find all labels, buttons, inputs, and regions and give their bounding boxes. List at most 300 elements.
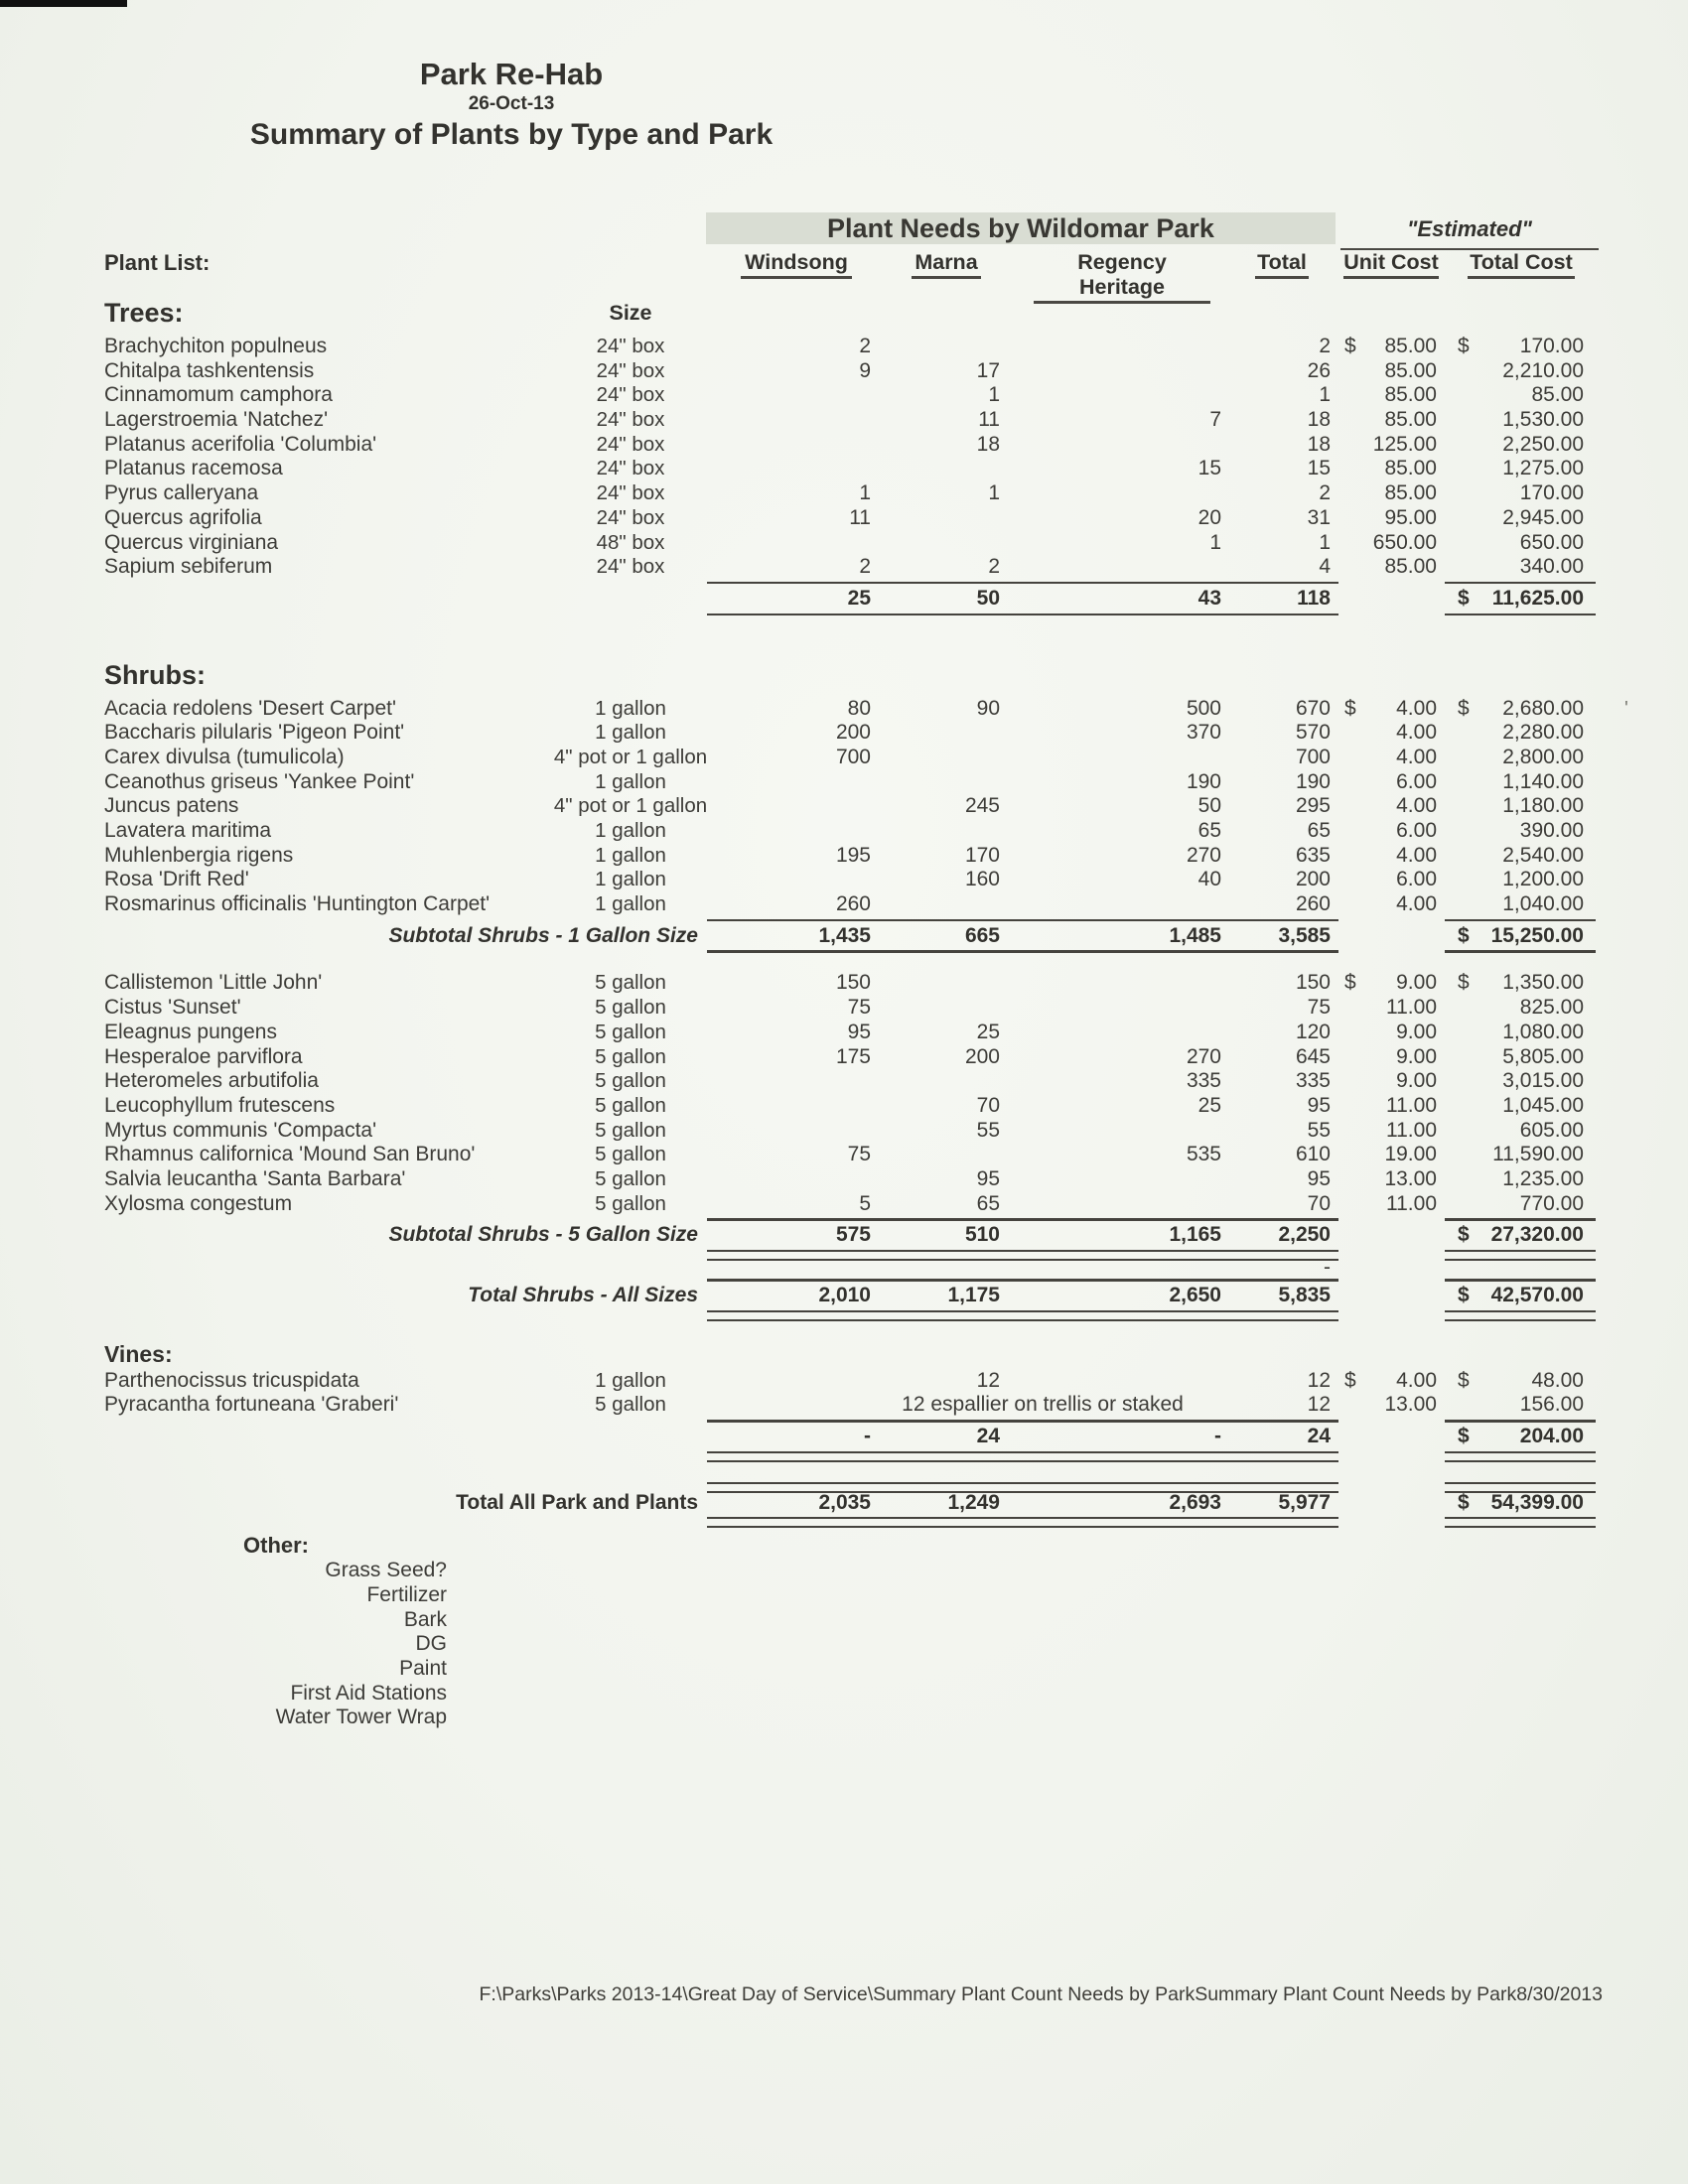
unit-cost: 85.00 (1384, 481, 1437, 505)
total-qty: 1 (1319, 383, 1331, 407)
unit-cost: 650.00 (1372, 530, 1437, 554)
marna-qty: 1 (988, 383, 1000, 407)
total-cost: 650.00 (1519, 530, 1584, 554)
total-qty: 120 (1295, 1020, 1331, 1043)
plant-size: 24" box (596, 505, 665, 529)
plant-size: 1 gallon (595, 696, 666, 720)
estimated-label: "Estimated" (1406, 216, 1532, 241)
total-qty: 95 (1307, 1166, 1331, 1190)
table-row (0, 844, 1688, 869)
plant-name: Ceanothus griseus 'Yankee Point' (104, 769, 415, 793)
column-header-marna: Marna (912, 250, 981, 279)
total-qty: 645 (1295, 1044, 1331, 1068)
plant-size: 24" box (596, 457, 665, 480)
row-note: 12 espallier on trellis or staked (902, 1393, 1184, 1417)
document-subtitle: Summary of Plants by Type and Park (249, 118, 774, 151)
total-cost: 11,625.00 (1491, 586, 1584, 610)
other-item-row (0, 1608, 1688, 1633)
other-item: First Aid Stations (290, 1681, 447, 1705)
size-column-header: Size (609, 301, 652, 325)
other-item-row (0, 1682, 1688, 1706)
other-item: Paint (399, 1656, 447, 1680)
marna-qty: 12 (976, 1368, 1000, 1392)
total-qty: 670 (1295, 696, 1331, 720)
plant-name: Chitalpa tashkentensis (104, 358, 315, 382)
marna-qty: 170 (964, 843, 1000, 867)
table-row (0, 1192, 1688, 1217)
marna-qty: 70 (976, 1093, 1000, 1117)
total-cost-dollar: $ (1458, 335, 1470, 357)
plant-size: 5 gallon (595, 1020, 666, 1043)
total-cost: 1,275.00 (1502, 457, 1584, 480)
total-cost: 1,200.00 (1502, 868, 1584, 891)
unit-cost: 4.00 (1396, 1368, 1437, 1392)
table-row (0, 359, 1688, 384)
rule-line (0, 580, 1688, 587)
other-item-row (0, 1559, 1688, 1583)
plant-name: Platanus acerifolia 'Columbia' (104, 432, 377, 456)
other-section-header (0, 1534, 1688, 1559)
table-row (0, 892, 1688, 917)
column-header-total-cost: Total Cost (1468, 250, 1575, 279)
unit-cost-dollar: $ (1344, 696, 1356, 720)
document-header (213, 58, 809, 153)
total-qty: 75 (1307, 996, 1331, 1020)
marna-total: 510 (964, 1223, 1000, 1247)
total-qty: 18 (1307, 432, 1331, 456)
unit-cost: 6.00 (1396, 769, 1437, 793)
plant-size: 5 gallon (595, 1393, 666, 1417)
plant-name: Quercus agrifolia (104, 505, 262, 529)
table-row (0, 383, 1688, 408)
total-qty: 610 (1295, 1143, 1331, 1166)
total-qty: 95 (1307, 1093, 1331, 1117)
unit-cost: 125.00 (1372, 432, 1437, 456)
regency-heritage-total: 43 (1197, 586, 1221, 610)
marna-qty: 2 (988, 555, 1000, 579)
plant-size: 1 gallon (595, 1368, 666, 1392)
trees-rows (0, 335, 1688, 580)
table-row (0, 794, 1688, 819)
rule-line (0, 1277, 1688, 1284)
total-cost-dollar: $ (1458, 1223, 1470, 1247)
windsong-qty: 2 (859, 555, 871, 579)
marna-total: 665 (964, 923, 1000, 947)
total-cost: 156.00 (1519, 1393, 1584, 1417)
unit-cost: 11.00 (1386, 1093, 1437, 1117)
rule-line (0, 917, 1688, 924)
plant-size: 5 gallon (595, 971, 666, 995)
regency-heritage-qty: 20 (1197, 505, 1221, 529)
shrubs-1gal-rows (0, 697, 1688, 917)
unit-cost: 85.00 (1384, 383, 1437, 407)
table-row (0, 506, 1688, 531)
total-cost: 170.00 (1519, 335, 1584, 357)
unit-cost: 6.00 (1396, 819, 1437, 842)
total-qty: 335 (1295, 1069, 1331, 1093)
table-row (0, 770, 1688, 795)
total-qty: 70 (1307, 1191, 1331, 1215)
table-row (0, 1021, 1688, 1045)
dash-row (0, 1256, 1688, 1279)
windsong-qty: 11 (849, 505, 871, 529)
marna-qty: 65 (976, 1191, 1000, 1215)
unit-cost: 6.00 (1396, 868, 1437, 891)
plant-name: Salvia leucantha 'Santa Barbara' (104, 1166, 406, 1190)
plant-size: 24" box (596, 432, 665, 456)
windsong-qty: 9 (859, 358, 871, 382)
scan-speck-artifact: ' (1624, 698, 1628, 720)
trees-section-title: Trees: (104, 298, 184, 328)
other-item: Grass Seed? (325, 1559, 447, 1582)
total-cost: 42,570.00 (1490, 1284, 1584, 1306)
total-qty: 55 (1307, 1118, 1331, 1142)
table-row (0, 457, 1688, 481)
regency-heritage-total: 1,165 (1169, 1223, 1221, 1247)
table-row (0, 746, 1688, 770)
regency-heritage-qty: 50 (1197, 794, 1221, 818)
total-qty: 26 (1307, 358, 1331, 382)
marna-qty: 18 (976, 432, 1000, 456)
table-row (0, 433, 1688, 458)
unit-cost-dollar: $ (1344, 1368, 1356, 1392)
rule-line (0, 1216, 1688, 1223)
total-qty: 12 (1307, 1368, 1331, 1392)
total-cost: 825.00 (1519, 996, 1584, 1020)
other-item-row (0, 1706, 1688, 1730)
plant-size: 5 gallon (595, 1166, 666, 1190)
table-row (0, 868, 1688, 892)
plant-size: 1 gallon (595, 721, 666, 745)
plant-name: Myrtus communis 'Compacta' (104, 1118, 377, 1142)
marna-qty: 200 (964, 1044, 1000, 1068)
plant-name: Parthenocissus tricuspidata (104, 1368, 359, 1392)
unit-cost-dollar: $ (1344, 335, 1356, 357)
unit-cost: 4.00 (1396, 892, 1437, 916)
marna-total: 50 (976, 586, 1000, 610)
plant-name: Pyrus calleryana (104, 481, 259, 505)
table-row (0, 996, 1688, 1021)
plant-name: Rosmarinus officinalis 'Huntington Carpet' (104, 892, 491, 916)
other-item: Fertilizer (366, 1582, 447, 1606)
unit-cost: 4.00 (1396, 794, 1437, 818)
windsong-total: 2,035 (818, 1490, 871, 1514)
table-body (0, 298, 1688, 1730)
total-qty: 1 (1319, 530, 1331, 554)
rule-line (0, 612, 1688, 618)
unit-cost: 4.00 (1396, 696, 1437, 720)
windsong-total: - (864, 1425, 871, 1448)
other-item-row (0, 1657, 1688, 1682)
unit-cost: 9.00 (1396, 971, 1437, 995)
windsong-qty: 195 (835, 843, 871, 867)
regency-heritage-total: 2,693 (1169, 1490, 1221, 1514)
plant-size: 1 gallon (595, 769, 666, 793)
unit-cost: 9.00 (1396, 1020, 1437, 1043)
regency-heritage-qty: 270 (1186, 843, 1221, 867)
unit-cost: 4.00 (1396, 843, 1437, 867)
unit-cost: 13.00 (1384, 1166, 1437, 1190)
plant-name: Leucophyllum frutescens (104, 1093, 336, 1117)
regency-heritage-total: 2,650 (1169, 1284, 1221, 1306)
total-qty: 15 (1307, 457, 1331, 480)
marna-qty: 90 (976, 696, 1000, 720)
column-header-regency-heritage: Regency Heritage (1034, 250, 1210, 304)
plant-size: 5 gallon (595, 1044, 666, 1068)
rule-line (0, 1418, 1688, 1425)
plant-name: Callistemon 'Little John' (104, 971, 323, 995)
total-cost-dollar: $ (1458, 1425, 1470, 1448)
vines-section-header (0, 1339, 1688, 1369)
grand-qty-total: 2,250 (1278, 1223, 1331, 1247)
document-date: 26-Oct-13 (468, 93, 555, 114)
windsong-total: 25 (847, 586, 871, 610)
plant-size: 5 gallon (595, 1143, 666, 1166)
windsong-qty: 80 (847, 696, 871, 720)
total-qty: 635 (1295, 843, 1331, 867)
other-item: Bark (403, 1607, 447, 1631)
unit-cost: 11.00 (1386, 996, 1437, 1020)
total-cost: 1,180.00 (1502, 794, 1584, 818)
plant-name: Cinnamomum camphora (104, 383, 333, 407)
total-cost-dollar: $ (1458, 1490, 1470, 1514)
windsong-qty: 5 (859, 1191, 871, 1215)
plant-size: 4" pot or 1 gallon (553, 794, 708, 818)
total-qty: 200 (1295, 868, 1331, 891)
windsong-qty: 700 (835, 745, 871, 768)
plant-name: Carex divulsa (tumulicola) (104, 745, 345, 768)
marna-total: 1,175 (947, 1284, 1000, 1306)
total-qty: 2 (1319, 335, 1331, 357)
total-qty: 295 (1295, 794, 1331, 818)
double-rule-line (0, 1308, 1688, 1319)
plant-name: Muhlenbergia rigens (104, 843, 294, 867)
total-cost: 1,080.00 (1502, 1020, 1584, 1043)
windsong-qty: 175 (835, 1044, 871, 1068)
total-cost: 2,280.00 (1502, 721, 1584, 745)
unit-cost: 9.00 (1396, 1044, 1437, 1068)
plant-size: 1 gallon (595, 868, 666, 891)
total-cost: 770.00 (1519, 1191, 1584, 1215)
plant-size: 24" box (596, 358, 665, 382)
marna-qty: 95 (976, 1166, 1000, 1190)
rule-line (0, 948, 1688, 955)
table-row (0, 819, 1688, 844)
table-row (0, 1143, 1688, 1167)
regency-heritage-total: 1,485 (1169, 923, 1221, 947)
column-header-windsong: Windsong (741, 250, 852, 279)
unit-cost: 4.00 (1396, 721, 1437, 745)
unit-cost: 13.00 (1384, 1393, 1437, 1417)
table-row (0, 1069, 1688, 1094)
marna-total: 1,249 (947, 1490, 1000, 1514)
total-cost: 2,680.00 (1502, 696, 1584, 720)
total-cost: 2,210.00 (1502, 358, 1584, 382)
total-cost: 27,320.00 (1490, 1223, 1584, 1247)
regency-heritage-total: - (1214, 1425, 1221, 1448)
total-cost: 54,399.00 (1490, 1490, 1584, 1514)
grand-qty-total: 3,585 (1278, 923, 1331, 947)
plant-size: 24" box (596, 383, 665, 407)
other-item: DG (415, 1632, 447, 1656)
other-label: Other: (243, 1533, 309, 1559)
spacer (0, 618, 1688, 660)
document-title: Park Re-Hab (419, 57, 604, 91)
plant-name: Lavatera maritima (104, 819, 272, 842)
total-cost-dollar: $ (1458, 971, 1470, 995)
plant-name: Lagerstroemia 'Natchez' (104, 408, 329, 432)
plant-size: 5 gallon (595, 1093, 666, 1117)
windsong-total: 2,010 (818, 1284, 871, 1306)
shrubs-section-title: Shrubs: (104, 659, 207, 690)
plant-size: 1 gallon (595, 892, 666, 916)
regency-heritage-qty: 335 (1186, 1069, 1221, 1093)
total-cost: 340.00 (1519, 555, 1584, 579)
total-cost: 1,140.00 (1502, 769, 1584, 793)
shrubs-5gal-rows (0, 971, 1688, 1216)
plant-size: 1 gallon (595, 819, 666, 842)
shrubs-section-header (0, 660, 1688, 697)
plant-size: 5 gallon (595, 1191, 666, 1215)
regency-heritage-qty: 7 (1209, 408, 1221, 432)
windsong-qty: 75 (847, 1143, 871, 1166)
total-qty: 150 (1295, 971, 1331, 995)
regency-heritage-qty: 1 (1209, 530, 1221, 554)
total-cost: 1,530.00 (1502, 408, 1584, 432)
marna-qty: 25 (976, 1020, 1000, 1043)
total-qty: 31 (1307, 505, 1331, 529)
plant-size: 1 gallon (595, 843, 666, 867)
other-item-row (0, 1632, 1688, 1657)
regency-heritage-qty: 500 (1186, 696, 1221, 720)
total-cost-dollar: $ (1458, 923, 1470, 947)
plant-name: Rhamnus californica 'Mound San Bruno' (104, 1143, 476, 1166)
total-cost-dollar: $ (1458, 696, 1470, 720)
plant-name: Juncus patens (104, 794, 239, 818)
unit-cost: 85.00 (1384, 408, 1437, 432)
regency-heritage-qty: 15 (1197, 457, 1221, 480)
regency-heritage-qty: 370 (1186, 721, 1221, 745)
grand-qty-total: 5,977 (1278, 1490, 1331, 1514)
table-row (0, 697, 1688, 722)
plant-size: 4" pot or 1 gallon (553, 745, 708, 768)
other-items (0, 1559, 1688, 1730)
plant-name: Heteromeles arbutifolia (104, 1069, 319, 1093)
file-path-footer: F:\Parks\Parks 2013-14\Great Day of Service\Summary Plant Count Needs by ParkSummary Plant Count Needs by Park8/30/2013 (479, 1983, 1603, 2005)
unit-cost: 95.00 (1384, 505, 1437, 529)
regency-heritage-qty: 270 (1186, 1044, 1221, 1068)
total-qty: 570 (1295, 721, 1331, 745)
subtotal-label: Subtotal Shrubs - 1 Gallon Size (388, 923, 698, 947)
unit-cost: 85.00 (1384, 555, 1437, 579)
double-rule-line (0, 1449, 1688, 1460)
table-band-title: Plant Needs by Wildomar Park (706, 212, 1336, 244)
total-cost-dollar: $ (1458, 1368, 1470, 1392)
plant-size: 24" box (596, 335, 665, 357)
unit-cost: 85.00 (1384, 457, 1437, 480)
plant-name: Brachychiton populneus (104, 335, 328, 357)
total-qty: 700 (1295, 745, 1331, 768)
total-cost: 5,805.00 (1502, 1044, 1584, 1068)
total-cost: 48.00 (1531, 1368, 1584, 1392)
unit-cost: 19.00 (1384, 1143, 1437, 1166)
windsong-qty: 260 (835, 892, 871, 916)
table-row (0, 531, 1688, 556)
unit-cost: 85.00 (1384, 335, 1437, 357)
plant-list-label: Plant List: (104, 250, 211, 275)
shrubs-1gal-subtotal-row (0, 924, 1688, 949)
table-row (0, 971, 1688, 996)
vines-rows (0, 1369, 1688, 1418)
windsong-qty: 200 (835, 721, 871, 745)
plant-size: 24" box (596, 555, 665, 579)
unit-cost: 11.00 (1386, 1191, 1437, 1215)
total-cost: 2,250.00 (1502, 432, 1584, 456)
plant-name: Platanus racemosa (104, 457, 283, 480)
regency-heritage-qty: 65 (1197, 819, 1221, 842)
table-row (0, 721, 1688, 746)
other-item-row (0, 1583, 1688, 1608)
marna-total: 24 (976, 1425, 1000, 1448)
plant-size: 5 gallon (595, 1069, 666, 1093)
spacer (0, 1460, 1688, 1480)
trees-section-header (0, 298, 1688, 335)
column-header-unit-cost: Unit Cost (1343, 250, 1439, 279)
table-row (0, 1119, 1688, 1144)
total-cost: 15,250.00 (1490, 923, 1584, 947)
unit-cost: 85.00 (1384, 358, 1437, 382)
plant-name: Rosa 'Drift Red' (104, 868, 249, 891)
total-cost-dollar: $ (1458, 586, 1470, 610)
unit-cost: 11.00 (1386, 1118, 1437, 1142)
plant-size: 5 gallon (595, 1118, 666, 1142)
total-qty: 260 (1295, 892, 1331, 916)
marna-qty: 17 (976, 358, 1000, 382)
regency-heritage-qty: 535 (1186, 1143, 1221, 1166)
grand-total-row (0, 1491, 1688, 1516)
dash-value: - (1324, 1256, 1331, 1279)
total-qty: 190 (1295, 769, 1331, 793)
total-shrubs-label: Total Shrubs - All Sizes (468, 1284, 698, 1306)
regency-heritage-qty: 40 (1197, 868, 1221, 891)
total-cost: 204.00 (1519, 1425, 1584, 1448)
total-cost: 605.00 (1519, 1118, 1584, 1142)
total-cost: 1,045.00 (1502, 1093, 1584, 1117)
spacer (0, 955, 1688, 971)
windsong-qty: 2 (859, 335, 871, 357)
table-row (0, 481, 1688, 506)
total-cost: 11,590.00 (1492, 1143, 1584, 1166)
grand-qty-total: 5,835 (1278, 1284, 1331, 1306)
table-row (0, 1167, 1688, 1192)
vines-total-row (0, 1425, 1688, 1449)
plant-name: Quercus virginiana (104, 530, 279, 554)
total-qty: 4 (1319, 555, 1331, 579)
table-row (0, 408, 1688, 433)
grand-qty-total: 24 (1307, 1425, 1331, 1448)
double-rule-line (0, 1480, 1688, 1491)
table-row (0, 1369, 1688, 1394)
regency-heritage-qty: 25 (1197, 1093, 1221, 1117)
total-cost: 2,540.00 (1502, 843, 1584, 867)
plant-name: Xylosma congestum (104, 1191, 293, 1215)
plant-size: 5 gallon (595, 996, 666, 1020)
total-cost: 2,800.00 (1502, 745, 1584, 768)
vines-section-title: Vines: (104, 1340, 173, 1367)
scan-edge-artifact (0, 0, 127, 7)
subtotal-label: Subtotal Shrubs - 5 Gallon Size (388, 1223, 698, 1247)
trees-total-row (0, 587, 1688, 612)
